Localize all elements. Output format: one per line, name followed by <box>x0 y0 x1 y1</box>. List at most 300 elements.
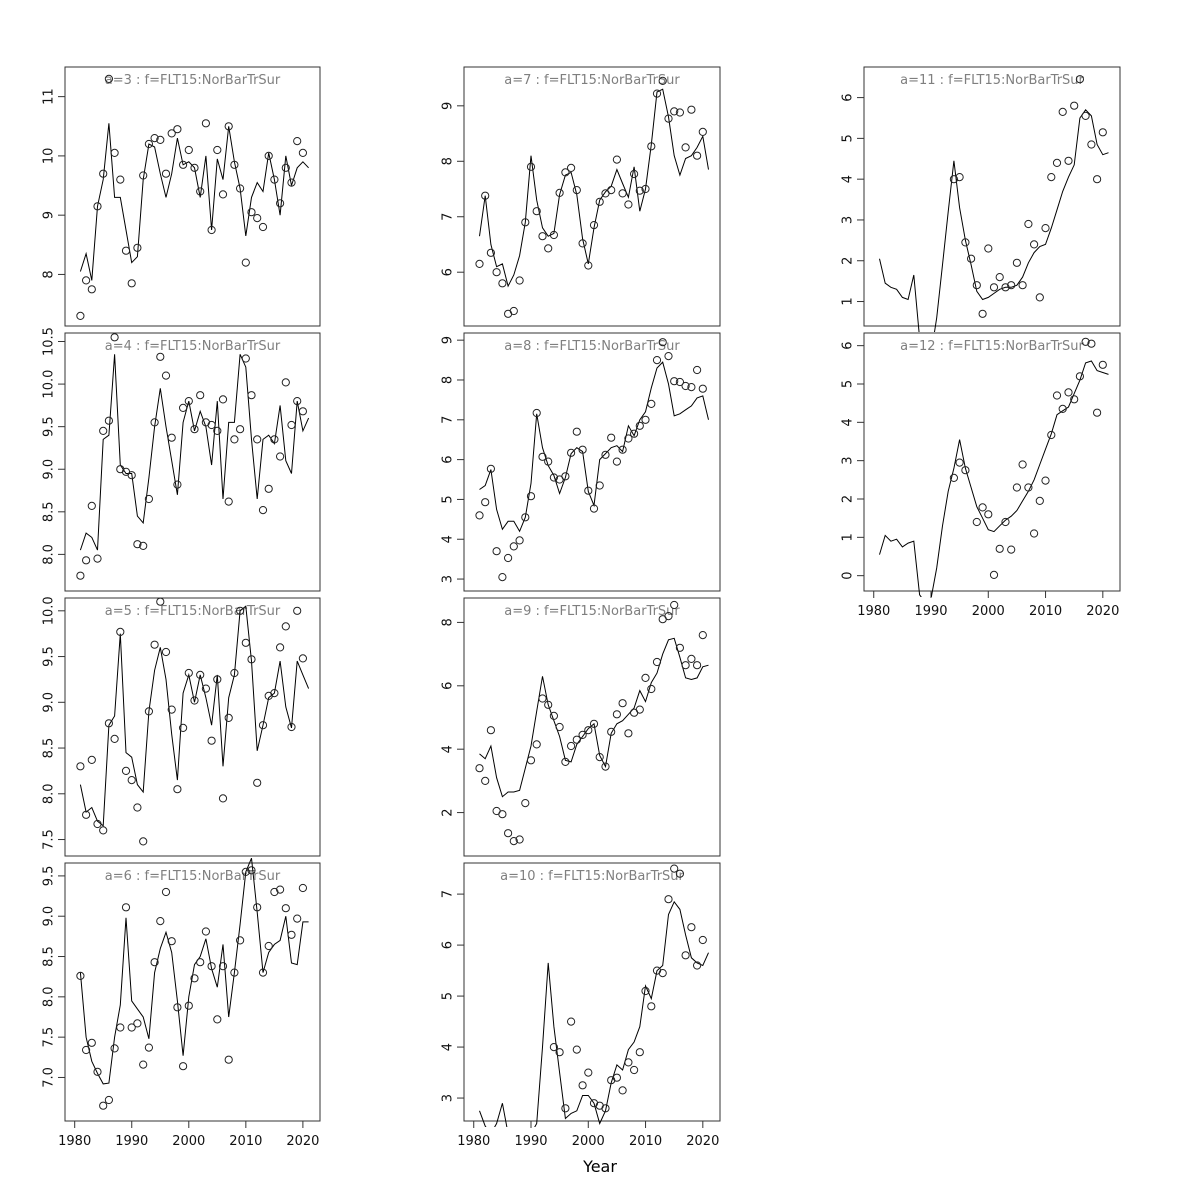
data-point <box>214 146 221 153</box>
data-point <box>985 511 992 518</box>
data-point <box>505 830 512 837</box>
data-point <box>996 545 1003 552</box>
data-point <box>77 312 84 319</box>
x-tick-label: 2000 <box>571 1134 605 1149</box>
data-point <box>282 379 289 386</box>
panel-title: a=7 : f=FLT15:NorBarTrSur <box>504 73 680 88</box>
data-point <box>288 931 295 938</box>
data-point <box>1053 159 1060 166</box>
data-point <box>265 485 272 492</box>
data-point <box>1036 497 1043 504</box>
data-point <box>699 632 706 639</box>
y-tick-label: 2 <box>840 494 856 504</box>
data-point <box>134 1020 141 1027</box>
data-point <box>499 574 506 581</box>
data-point <box>648 400 655 407</box>
data-point <box>288 421 295 428</box>
y-tick-label: 1 <box>840 533 856 542</box>
data-point <box>631 170 638 177</box>
data-point <box>625 730 632 737</box>
data-point <box>625 201 632 208</box>
y-tick-label: 4 <box>440 745 456 754</box>
data-point <box>636 1049 643 1056</box>
data-point <box>596 482 603 489</box>
data-point <box>185 1002 192 1009</box>
data-point <box>694 366 701 373</box>
y-tick-label: 9.0 <box>41 458 57 480</box>
data-point <box>225 498 232 505</box>
data-point <box>294 607 301 614</box>
data-point <box>294 915 301 922</box>
data-point <box>242 355 249 362</box>
panel-a9 <box>441 598 721 856</box>
panel-border <box>864 333 1120 591</box>
data-point <box>231 436 238 443</box>
data-point <box>162 648 169 655</box>
data-point <box>642 416 649 423</box>
data-point <box>259 223 266 230</box>
panel-title: a=12 : f=FLT15:NorBarTrSur <box>900 339 1084 354</box>
data-point <box>237 937 244 944</box>
fit-line <box>80 123 308 280</box>
data-point <box>157 353 164 360</box>
data-point <box>682 144 689 151</box>
data-point <box>202 120 209 127</box>
y-tick-label: 2 <box>440 808 456 817</box>
data-point <box>579 1082 586 1089</box>
data-point <box>539 695 546 702</box>
y-tick-label: 10.0 <box>41 596 57 626</box>
y-tick-label: 9.0 <box>41 905 57 927</box>
data-point <box>527 757 534 764</box>
y-tick-label: 6 <box>840 341 856 350</box>
y-tick-label: 6 <box>440 940 456 950</box>
data-point <box>619 1087 626 1094</box>
data-point <box>248 392 255 399</box>
fit-line <box>80 606 308 826</box>
data-point <box>254 215 261 222</box>
panel-border <box>65 333 320 591</box>
data-point <box>505 554 512 561</box>
data-point <box>585 1069 592 1076</box>
x-tick-label: 1980 <box>857 604 891 619</box>
y-tick-label: 6 <box>440 268 456 277</box>
y-tick-label: 4 <box>440 535 456 544</box>
panel-title: a=11 : f=FLT15:NorBarTrSur <box>900 73 1084 88</box>
data-point <box>968 255 975 262</box>
x-tick-label: 1980 <box>58 1134 92 1149</box>
panel-title: a=3 : f=FLT15:NorBarTrSur <box>104 73 281 88</box>
x-tick-label: 2020 <box>286 1134 320 1149</box>
data-point <box>1094 176 1101 183</box>
y-tick-label: 2 <box>840 256 856 265</box>
y-tick-label: 10.0 <box>41 369 57 399</box>
data-point <box>973 518 980 525</box>
y-tick-label: 8.5 <box>41 737 57 759</box>
data-point <box>214 1016 221 1023</box>
data-point <box>237 426 244 433</box>
data-point <box>88 502 95 509</box>
data-point <box>105 1096 112 1103</box>
data-point <box>608 434 615 441</box>
data-point <box>1031 530 1038 537</box>
data-point <box>128 280 135 287</box>
data-point <box>648 685 655 692</box>
data-point <box>516 537 523 544</box>
y-tick-label: 3 <box>840 456 856 465</box>
data-point <box>573 428 580 435</box>
data-point <box>487 727 494 734</box>
data-point <box>568 742 575 749</box>
x-tick-label: 2010 <box>229 1134 263 1149</box>
panel-title: a=5 : f=FLT15:NorBarTrSur <box>104 604 281 619</box>
fit-line <box>880 110 1109 363</box>
data-point <box>510 307 517 314</box>
data-point <box>94 555 101 562</box>
fit-line <box>80 354 308 550</box>
data-point <box>522 800 529 807</box>
data-point <box>197 959 204 966</box>
panel-a12 <box>841 333 1121 619</box>
fit-line <box>880 361 1109 603</box>
data-point <box>613 711 620 718</box>
data-point <box>208 737 215 744</box>
data-point <box>100 1102 107 1109</box>
data-point <box>168 938 175 945</box>
data-point <box>665 896 672 903</box>
panel-a8 <box>441 333 721 591</box>
y-tick-label: 8.0 <box>41 544 57 565</box>
data-point <box>1071 102 1078 109</box>
data-point <box>282 905 289 912</box>
data-point <box>294 138 301 145</box>
data-point <box>162 170 169 177</box>
panel-border <box>464 863 720 1121</box>
data-point <box>254 436 261 443</box>
y-tick-label: 9.5 <box>41 416 57 438</box>
data-point <box>277 453 284 460</box>
x-tick-label: 2010 <box>1029 604 1063 619</box>
y-tick-label: 7.0 <box>41 1067 57 1088</box>
y-tick-label: 4 <box>840 418 856 427</box>
data-point <box>1013 484 1020 491</box>
data-point <box>225 1056 232 1063</box>
data-point <box>105 417 112 424</box>
y-tick-label: 9 <box>41 211 57 220</box>
data-point <box>585 727 592 734</box>
y-tick-label: 7 <box>440 889 456 899</box>
y-tick-label: 5 <box>440 991 456 1001</box>
data-point <box>1019 461 1026 468</box>
data-point <box>77 572 84 579</box>
y-tick-label: 9.5 <box>41 865 57 887</box>
data-point <box>482 777 489 784</box>
x-axis-title: Year <box>583 1157 617 1176</box>
y-tick-label: 9.5 <box>41 646 57 667</box>
y-tick-label: 4 <box>440 1042 456 1052</box>
data-point <box>128 777 135 784</box>
data-point <box>259 507 266 514</box>
fit-line <box>480 362 709 531</box>
panel-a10 <box>441 863 721 1149</box>
data-point <box>682 662 689 669</box>
x-tick-label: 2010 <box>629 1134 663 1149</box>
y-tick-label: 7 <box>440 212 456 221</box>
data-point <box>990 284 997 291</box>
data-point <box>1094 409 1101 416</box>
data-point <box>122 904 129 911</box>
x-tick-label: 2000 <box>172 1134 206 1149</box>
data-point <box>613 458 620 465</box>
x-tick-label: 2000 <box>971 604 1005 619</box>
data-point <box>682 952 689 959</box>
fit-line <box>480 89 709 286</box>
data-point <box>653 357 660 364</box>
data-point <box>688 655 695 662</box>
data-point <box>162 888 169 895</box>
panel-a11 <box>841 67 1121 363</box>
y-tick-label: 1 <box>840 297 856 306</box>
y-tick-label: 5 <box>840 134 856 143</box>
data-point <box>510 543 517 550</box>
data-point <box>694 152 701 159</box>
data-point <box>88 1039 95 1046</box>
data-point <box>476 260 483 267</box>
panel-border <box>864 67 1120 326</box>
y-tick-label: 6 <box>440 455 456 464</box>
y-tick-label: 7.5 <box>41 829 57 850</box>
data-point <box>197 392 204 399</box>
data-point <box>499 280 506 287</box>
panel-a5 <box>42 596 321 856</box>
data-point <box>174 786 181 793</box>
data-point <box>1042 477 1049 484</box>
data-point <box>1099 361 1106 368</box>
data-point <box>1065 157 1072 164</box>
data-point <box>1059 108 1066 115</box>
data-point <box>476 512 483 519</box>
data-point <box>625 1059 632 1066</box>
data-point <box>562 1105 569 1112</box>
data-point <box>299 408 306 415</box>
panel-a7 <box>441 67 721 326</box>
y-tick-label: 9.0 <box>41 691 57 713</box>
data-point <box>219 396 226 403</box>
data-point <box>990 571 997 578</box>
panel-border <box>65 863 320 1121</box>
data-point <box>1048 174 1055 181</box>
data-point <box>1099 129 1106 136</box>
data-point <box>299 149 306 156</box>
data-point <box>1088 141 1095 148</box>
data-point <box>83 557 90 564</box>
data-point <box>225 714 232 721</box>
data-point <box>265 942 272 949</box>
y-tick-label: 6 <box>440 681 456 690</box>
data-point <box>1013 259 1020 266</box>
data-point <box>1042 225 1049 232</box>
y-tick-label: 7 <box>440 415 456 424</box>
panel-a4 <box>42 327 321 591</box>
data-point <box>602 451 609 458</box>
x-tick-label: 1990 <box>914 604 948 619</box>
y-tick-label: 0 <box>840 571 856 580</box>
data-point <box>1025 484 1032 491</box>
x-tick-label: 1980 <box>457 1134 491 1149</box>
data-point <box>516 277 523 284</box>
data-point <box>242 259 249 266</box>
data-point <box>254 779 261 786</box>
data-point <box>134 804 141 811</box>
data-point <box>699 936 706 943</box>
data-point <box>568 164 575 171</box>
data-point <box>550 712 557 719</box>
data-point <box>973 282 980 289</box>
data-point <box>1053 392 1060 399</box>
data-point <box>162 372 169 379</box>
y-tick-label: 8.0 <box>41 783 57 805</box>
panel-title: a=10 : f=FLT15:NorBarTrSur <box>500 869 684 884</box>
data-point <box>180 1063 187 1070</box>
y-tick-label: 11 <box>41 88 57 105</box>
data-point <box>151 641 158 648</box>
data-point <box>174 481 181 488</box>
y-tick-label: 3 <box>440 1093 456 1103</box>
y-tick-label: 4 <box>840 175 856 184</box>
data-point <box>699 128 706 135</box>
data-point <box>636 706 643 713</box>
data-point <box>122 767 129 774</box>
data-point <box>1025 220 1032 227</box>
fit-line <box>80 858 308 1084</box>
data-point <box>1008 546 1015 553</box>
data-point <box>117 1024 124 1031</box>
fit-line <box>480 638 709 796</box>
data-point <box>1031 241 1038 248</box>
data-point <box>573 1046 580 1053</box>
data-point <box>100 827 107 834</box>
data-point <box>111 149 118 156</box>
data-point <box>608 187 615 194</box>
data-point <box>956 459 963 466</box>
data-point <box>277 200 284 207</box>
data-point <box>202 928 209 935</box>
panel-title: a=9 : f=FLT15:NorBarTrSur <box>504 604 680 619</box>
y-tick-label: 8.5 <box>41 946 57 967</box>
y-tick-label: 8 <box>440 618 456 627</box>
data-point <box>556 723 563 730</box>
data-point <box>140 1061 147 1068</box>
data-point <box>539 233 546 240</box>
y-tick-label: 6 <box>840 93 856 102</box>
data-point <box>688 924 695 931</box>
data-point <box>208 421 215 428</box>
y-tick-label: 8 <box>440 157 456 166</box>
data-point <box>168 434 175 441</box>
data-point <box>77 763 84 770</box>
data-point <box>219 795 226 802</box>
data-point <box>985 245 992 252</box>
y-tick-label: 3 <box>840 215 856 225</box>
y-tick-label: 5 <box>840 379 856 389</box>
data-point <box>653 658 660 665</box>
data-point <box>83 277 90 284</box>
data-point <box>299 655 306 662</box>
panel-title: a=6 : f=FLT15:NorBarTrSur <box>104 869 281 884</box>
data-point <box>979 310 986 317</box>
y-tick-label: 8.0 <box>41 986 57 1008</box>
x-tick-label: 2020 <box>1086 604 1120 619</box>
data-point <box>476 765 483 772</box>
data-point <box>699 385 706 392</box>
data-point <box>688 106 695 113</box>
data-point <box>299 884 306 891</box>
data-point <box>111 1045 118 1052</box>
y-tick-label: 7.5 <box>41 1026 57 1048</box>
panel-border <box>464 333 720 591</box>
x-tick-label: 1990 <box>115 1134 149 1149</box>
data-point <box>277 644 284 651</box>
data-point <box>180 404 187 411</box>
data-point <box>619 700 626 707</box>
data-point <box>185 146 192 153</box>
data-point <box>282 623 289 630</box>
y-tick-label: 9 <box>440 336 456 345</box>
data-point <box>979 504 986 511</box>
y-tick-label: 8 <box>440 375 456 385</box>
data-point <box>145 1044 152 1051</box>
data-point <box>545 245 552 252</box>
data-point <box>527 163 534 170</box>
x-tick-label: 2020 <box>686 1134 720 1149</box>
x-tick-label: 1990 <box>514 1134 548 1149</box>
data-point <box>648 1003 655 1010</box>
data-point <box>533 741 540 748</box>
data-point <box>219 191 226 198</box>
data-point <box>174 126 181 133</box>
data-point <box>642 674 649 681</box>
fit-line <box>480 902 709 1139</box>
data-point <box>568 1018 575 1025</box>
data-point <box>613 156 620 163</box>
data-point <box>242 639 249 646</box>
y-tick-label: 5 <box>440 495 456 504</box>
data-point <box>88 286 95 293</box>
data-point <box>157 918 164 925</box>
y-tick-label: 10.5 <box>41 327 57 356</box>
data-point <box>499 811 506 818</box>
data-point <box>482 499 489 506</box>
y-tick-label: 3 <box>440 574 456 584</box>
data-point <box>1019 282 1026 289</box>
data-point <box>694 662 701 669</box>
data-point <box>493 269 500 276</box>
data-point <box>140 838 147 845</box>
data-point <box>631 1066 638 1073</box>
data-point <box>100 427 107 434</box>
panel-a6 <box>42 858 321 1149</box>
panel-a3 <box>42 67 321 326</box>
data-point <box>1082 112 1089 119</box>
data-point <box>619 190 626 197</box>
data-point <box>996 274 1003 281</box>
data-point <box>111 735 118 742</box>
y-tick-label: 8.5 <box>41 501 57 523</box>
data-point <box>117 176 124 183</box>
y-tick-label: 9 <box>440 101 456 110</box>
panel-title: a=4 : f=FLT15:NorBarTrSur <box>104 339 281 354</box>
panel-title: a=8 : f=FLT15:NorBarTrSur <box>504 339 680 354</box>
